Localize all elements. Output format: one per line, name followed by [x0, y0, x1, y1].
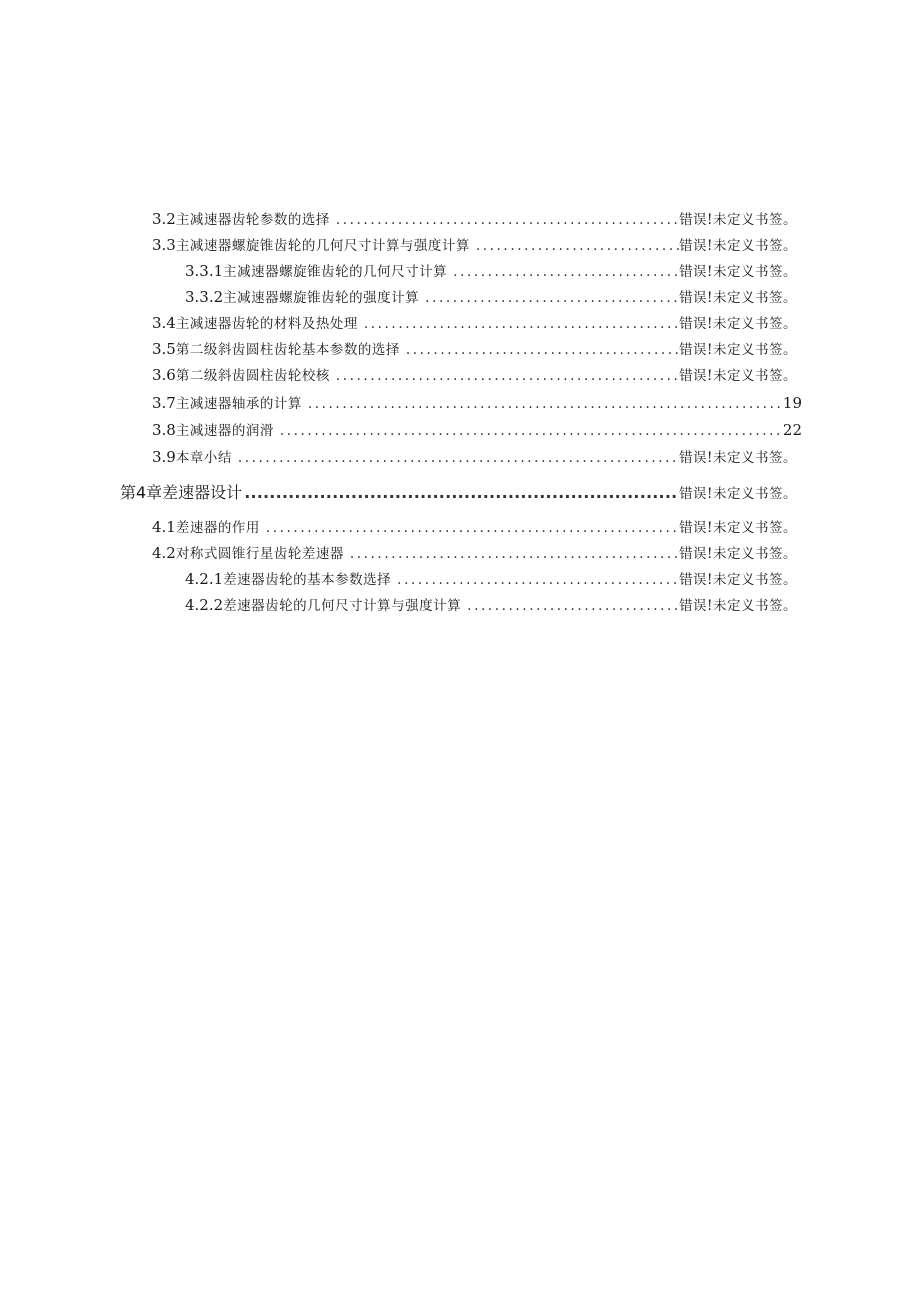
dot-leader	[447, 263, 679, 281]
toc-entry-title: 主减速器螺旋锥齿轮的几何尺寸计算与强度计算	[175, 238, 470, 254]
toc-entry-page: 错误!未定义书签。	[679, 212, 797, 228]
toc-entry[interactable]	[152, 518, 797, 536]
toc-entry-page: 22	[782, 421, 802, 439]
toc-entry-page: 错误!未定义书签。	[679, 520, 797, 536]
toc-entry[interactable]	[185, 262, 797, 280]
toc-entry-number: 3.4	[152, 314, 176, 332]
toc-entry-number: 3.5	[152, 340, 176, 358]
toc-entry[interactable]	[152, 340, 797, 358]
dot-leader	[242, 482, 679, 504]
toc-entry-page: 错误!未定义书签。	[679, 486, 797, 502]
dot-leader	[419, 289, 679, 307]
toc-chapter-title: 第4章差速器设计	[120, 483, 243, 502]
toc-entry-title: 对称式圆锥行星齿轮差速器	[175, 546, 344, 562]
toc-entry-title: 第二级斜齿圆柱齿轮校核	[175, 368, 330, 384]
dot-leader	[232, 449, 679, 467]
toc-entry[interactable]	[152, 366, 797, 384]
toc-entry-page: 错误!未定义书签。	[679, 450, 797, 466]
toc-entry-title: 主减速器轴承的计算	[175, 396, 302, 412]
toc-entry-number: 3.7	[152, 394, 176, 412]
toc-entry-number: 3.3	[152, 236, 176, 254]
toc-entry-page: 错误!未定义书签。	[679, 368, 797, 384]
dot-leader	[330, 211, 679, 229]
toc-entry-number: 3.6	[152, 366, 176, 384]
toc-entry-page: 错误!未定义书签。	[679, 238, 797, 254]
toc-entry-number: 4.2	[152, 544, 176, 562]
toc-entry-title: 主减速器齿轮的材料及热处理	[175, 316, 358, 332]
dot-leader	[344, 545, 679, 563]
toc-entry-number: 3.3.1	[185, 262, 224, 280]
dot-leader	[302, 395, 783, 413]
toc-entry-title: 主减速器的润滑	[175, 423, 274, 439]
dot-leader	[330, 367, 679, 385]
toc-entry-number: 4.2.2	[185, 596, 224, 614]
toc-entry-page: 错误!未定义书签。	[679, 572, 797, 588]
toc-entry-number: 4.1	[152, 518, 176, 536]
dot-leader	[358, 315, 679, 333]
toc-entry-title: 第二级斜齿圆柱齿轮基本参数的选择	[175, 342, 400, 358]
toc-entry[interactable]	[185, 570, 797, 588]
toc-entry[interactable]	[185, 288, 797, 306]
toc-entry-title: 主减速器螺旋锥齿轮的几何尺寸计算	[223, 264, 448, 280]
toc-entry-page: 错误!未定义书签。	[679, 316, 797, 332]
toc-entry-title: 差速器齿轮的基本参数选择	[223, 572, 392, 588]
toc-entry-number: 3.3.2	[185, 288, 224, 306]
dot-leader	[260, 519, 679, 537]
dot-leader	[391, 571, 679, 589]
toc-chapter-entry[interactable]	[120, 482, 797, 504]
dot-leader	[461, 597, 679, 615]
toc-entry[interactable]	[152, 210, 797, 228]
dot-leader	[470, 237, 679, 255]
toc-entry-page: 错误!未定义书签。	[679, 342, 797, 358]
toc-entry[interactable]	[185, 596, 797, 614]
toc-entry-title: 差速器的作用	[175, 520, 260, 536]
toc-entry[interactable]	[152, 394, 802, 412]
toc-entry-number: 3.2	[152, 210, 176, 228]
toc-entry-title: 本章小结	[175, 450, 232, 466]
toc-entry[interactable]	[152, 544, 797, 562]
toc-entry-page: 错误!未定义书签。	[679, 546, 797, 562]
toc-entry[interactable]	[152, 314, 797, 332]
toc-entry-title: 主减速器螺旋锥齿轮的强度计算	[223, 290, 420, 306]
toc-entry[interactable]	[152, 236, 797, 254]
toc-entry-number: 4.2.1	[185, 570, 224, 588]
dot-leader	[400, 341, 679, 359]
toc-entry-title: 差速器齿轮的几何尺寸计算与强度计算	[223, 598, 462, 614]
toc-entry-title: 主减速器齿轮参数的选择	[175, 212, 330, 228]
toc-entry[interactable]	[152, 448, 797, 466]
toc-entry-page: 错误!未定义书签。	[679, 264, 797, 280]
toc-entry-page: 错误!未定义书签。	[679, 290, 797, 306]
toc-entry[interactable]	[152, 421, 802, 439]
dot-leader	[274, 422, 783, 440]
toc-entry-page: 19	[782, 394, 802, 412]
toc-entry-number: 3.8	[152, 421, 176, 439]
toc-entry-page: 错误!未定义书签。	[679, 598, 797, 614]
toc-entry-number: 3.9	[152, 448, 176, 466]
